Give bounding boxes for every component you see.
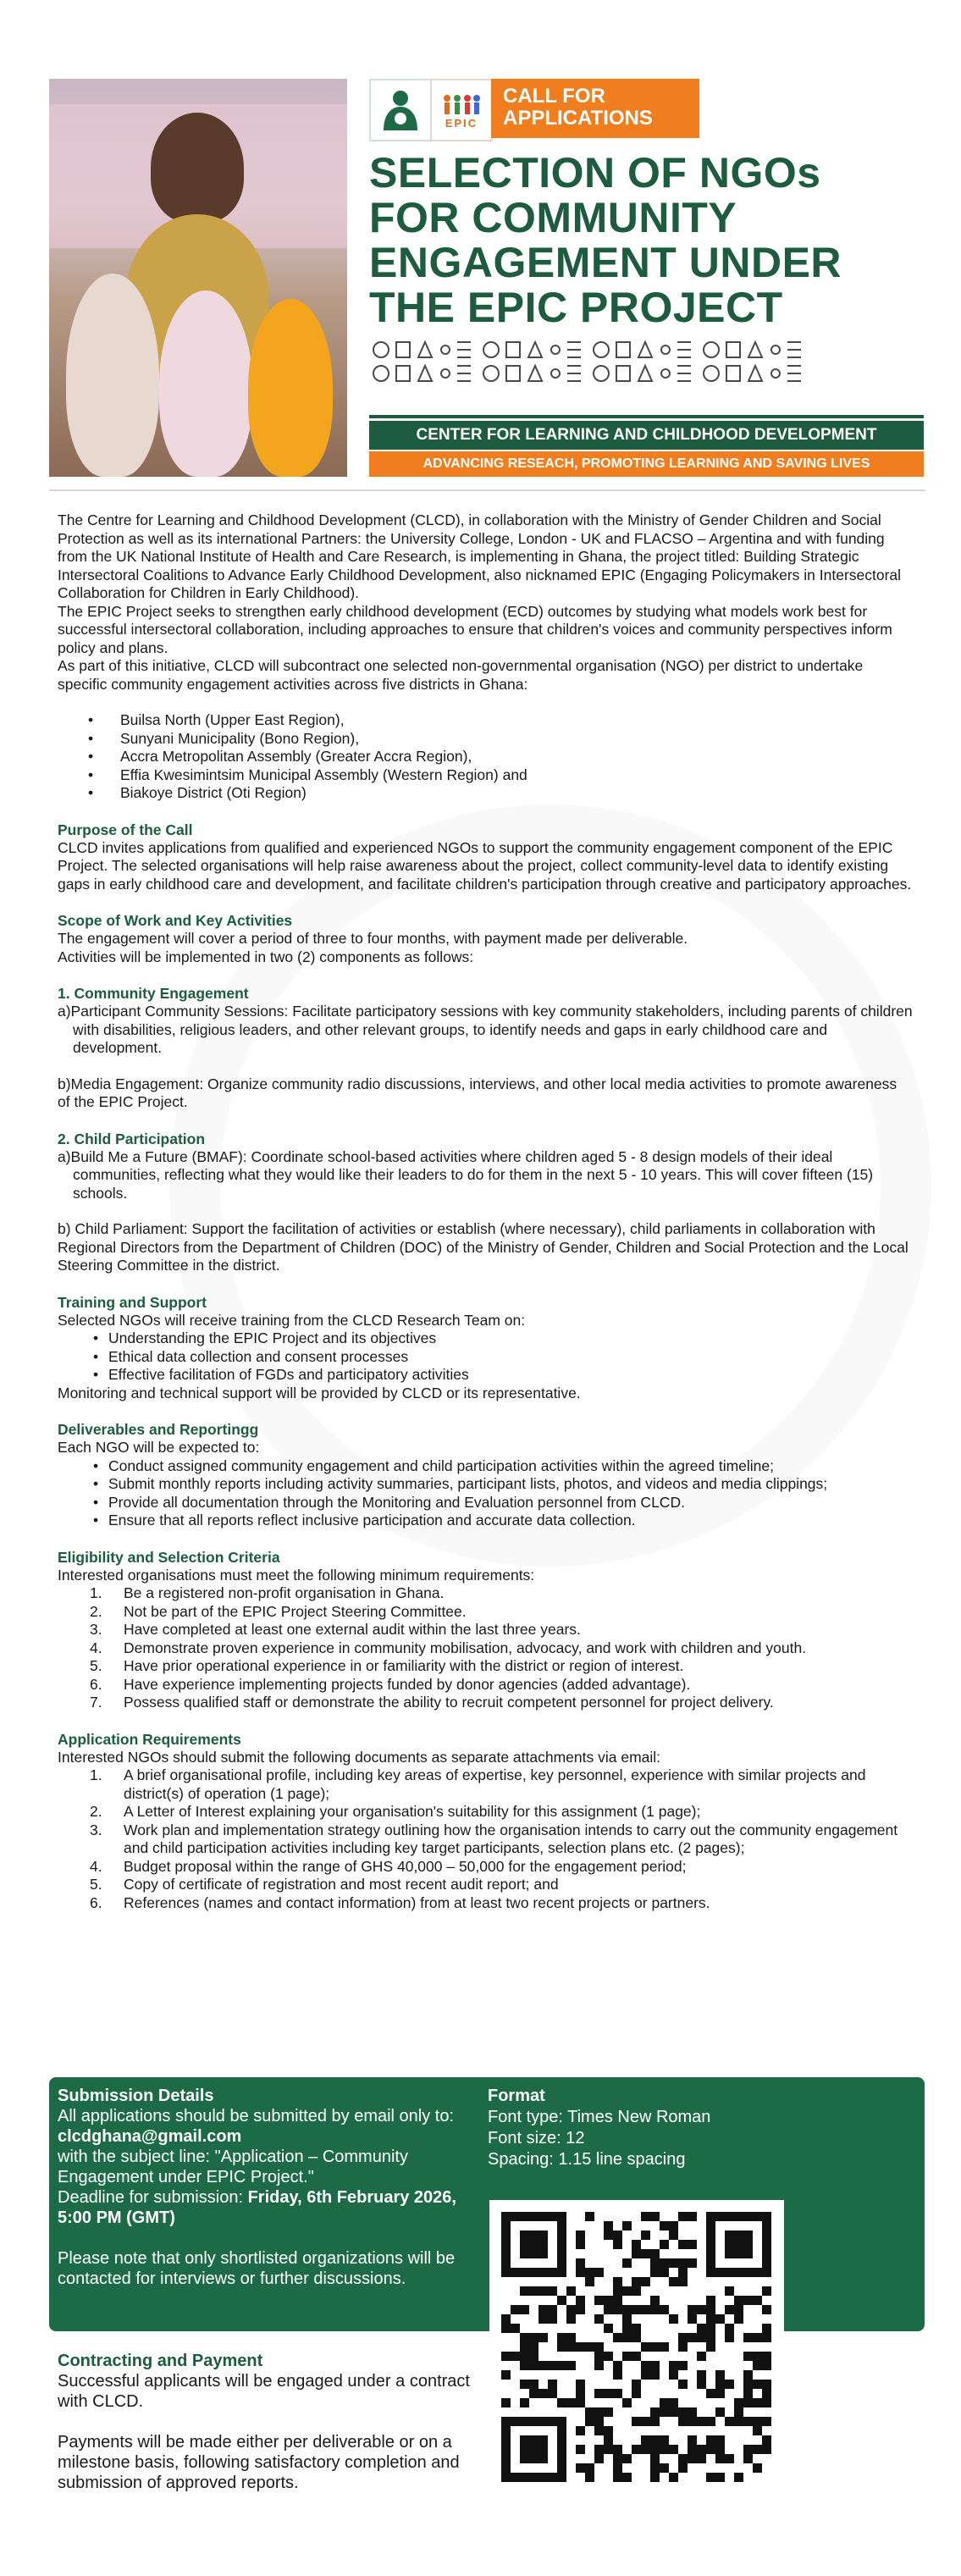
list-item: • Ensure that all reports reflect inclusive participation and accurate data collection. bbox=[58, 1512, 913, 1530]
list-item: 6. Have experience implementing projects funded by donor agencies (added advantage). bbox=[90, 1675, 691, 1693]
eligibility-list bbox=[58, 1584, 913, 1712]
format-font-size: Font size: 12 bbox=[488, 2129, 585, 2148]
call-for-applications-badge: CALL FOR APPLICATIONS bbox=[491, 79, 699, 138]
list-item: • Builsa North (Upper East Region), bbox=[58, 711, 913, 730]
list-item: 5. Have prior operational experience in or familiarity with the district or region of interest. bbox=[90, 1657, 684, 1674]
purpose-heading: Purpose of the Call bbox=[58, 821, 193, 838]
contracting-heading: Contracting and Payment bbox=[58, 2352, 263, 2370]
child-participation-heading: 2. Child Participation bbox=[58, 1130, 206, 1147]
community-engagement-heading: 1. Community Engagement bbox=[58, 985, 249, 1002]
list-item: 6. References (names and contact information) from at least two recent projects or partners. bbox=[90, 1893, 710, 1911]
header-photo bbox=[49, 79, 347, 477]
list-item: 4. Budget proposal within the range of GHS 40,000 – 50,000 for the engagement period; bbox=[90, 1857, 687, 1875]
epic-logo bbox=[430, 79, 493, 141]
page-title: SELECTION OF NGOs FOR COMMUNITY ENGAGEMENT UNDER THE EPIC PROJECT bbox=[369, 149, 842, 331]
list-item: • Sunyani Municipality (Bono Region), bbox=[58, 730, 913, 749]
format-details bbox=[488, 2086, 894, 2170]
contracting-text-1: Successful applicants will be engaged under a contract with CLCD. bbox=[58, 2372, 470, 2411]
format-heading: Format bbox=[488, 2087, 545, 2105]
list-item: • Biakoye District (Oti Region) bbox=[58, 784, 913, 803]
purpose-text: CLCD invites applications from qualified and experienced NGOs to support the community engagement component of the EPIC Project. The selected organisations will help raise awareness about the project, collect community-level data to identify existing gaps in early childhood care and development, and facilitate children's participation through creative and participatory approaches. bbox=[58, 838, 912, 893]
eligibility-heading: Eligibility and Selection Criteria bbox=[58, 1548, 280, 1566]
list-item: • Ethical data collection and consent processes bbox=[58, 1348, 913, 1367]
list-item: 3. Work plan and implementation strategy outlining how the organisation intends to carry out the community engagement and child participation activities including key target participants, selection plans etc. (2 pages); bbox=[90, 1821, 898, 1856]
deliverables-heading: Deliverables and Reportingg bbox=[58, 1421, 259, 1438]
org-bar-accent bbox=[369, 415, 924, 418]
community-sessions-text: a)Participant Community Sessions: Facilitate participatory sessions with key community stakeholders, including parents of children with disabilities, religious leaders, and other relevant groups, to identify needs and gaps in early childhood care and development. bbox=[58, 1003, 913, 1056]
intro-paragraph-1: The Centre for Learning and Childhood Development (CLCD), in collaboration with the Ministry of Gender Children and Social Protection as well as its international Partners: the University College, London - UK and FLACSO – Argentina and with funding from the UK National Institute of Health and Care Research, is implementing in Ghana, the project titled: Building Strategic Intersectoral Coalitions to Advance Early Childhood Development, also nicknamed EPIC (Engaging Policymakers in Intersectoral Collaboration for Children in Early Childhood). bbox=[58, 511, 902, 601]
epic-figures-icon bbox=[440, 91, 483, 117]
scope-line-2: Activities will be implemented in two (2) components as follows: bbox=[58, 948, 474, 965]
qr-code[interactable] bbox=[489, 2200, 784, 2498]
header-divider bbox=[49, 489, 925, 491]
application-intro: Interested NGOs should submit the following documents as separate attachments via email: bbox=[58, 1748, 661, 1766]
submission-subject: with the subject line: "Application – Community Engagement under EPIC Project." bbox=[58, 2148, 408, 2186]
list-item: 2. A Letter of Interest explaining your organisation's suitability for this assignment (1 page); bbox=[90, 1803, 701, 1820]
list-item: • Effia Kwesimintsim Municipal Assembly (Western Region) and bbox=[58, 766, 913, 785]
scope-line-1: The engagement will cover a period of three to four months, with payment made per deliverable. bbox=[58, 930, 688, 947]
deliverables-intro: Each NGO will be expected to: bbox=[58, 1439, 260, 1456]
list-item: • Effective facilitation of FGDs and participatory activities bbox=[58, 1366, 913, 1385]
district-list bbox=[58, 711, 913, 803]
intro-paragraph-3: As part of this initiative, CLCD will subcontract one selected non-governmental organisation (NGO) per district to undertake specific community engagement activities across five districts in Ghana: bbox=[58, 657, 864, 693]
application-heading: Application Requirements bbox=[58, 1730, 241, 1748]
main-content bbox=[58, 511, 913, 1912]
child-parliament-text: b) Child Parliament: Support the facilitation of activities or establish (where necessary), child parliaments in collaboration with Regional Directors from the Department of Children (DOC) of the Ministry of Gender, Children and Social Protection and the Local Steering Committee in the district. bbox=[58, 1220, 909, 1274]
list-item: • Accra Metropolitan Assembly (Greater Accra Region), bbox=[58, 748, 913, 766]
list-item: • Understanding the EPIC Project and its objectives bbox=[58, 1329, 913, 1348]
eligibility-intro: Interested organisations must meet the following minimum requirements: bbox=[58, 1566, 535, 1584]
media-engagement-text: b)Media Engagement: Organize community radio discussions, interviews, and other local media activities to promote awareness of the EPIC Project. bbox=[58, 1075, 897, 1110]
list-item: • Provide all documentation through the Monitoring and Evaluation personnel from CLCD. bbox=[58, 1494, 913, 1512]
bmaf-text: a)Build Me a Future (BMAF): Coordinate school-based activities where children aged 5 - 8 design models of their ideal communities, reflecting what they would like their leaders to do for them in the next 5 - 10 years. This will cover fifteen (15) schools. bbox=[58, 1147, 874, 1202]
training-intro: Selected NGOs will receive training from the CLCD Research Team on: bbox=[58, 1311, 526, 1329]
application-list bbox=[58, 1766, 913, 1912]
list-item: 4. Demonstrate proven experience in community mobilisation, advocacy, and work with children and youth. bbox=[90, 1639, 807, 1656]
intro-paragraph-2: The EPIC Project seeks to strengthen early childhood development (ECD) outcomes by studying what models work best for successful intersectoral collaboration, including approaches to ensure that children's voices and community perspectives inform policy and plans. bbox=[58, 602, 892, 656]
format-font-type: Font type: Times New Roman bbox=[488, 2108, 711, 2126]
submission-heading: Submission Details bbox=[58, 2087, 214, 2105]
contracting-text-2: Payments will be made either per deliverable or on a milestone basis, following satisfactory completion and submission of approved reports. bbox=[58, 2433, 460, 2492]
submission-details: Submission Details All applications should be submitted by email only to: clcdghana@gmail.com with the subject line: "Application – Community Engagement under EPIC Project." Deadline for submission: Friday, 6th February 2026, 5:00 PM (GMT) Please note that only shortlisted organizations will be contacted for interviews or further discussions. bbox=[58, 2086, 481, 2289]
list-item: 2. Not be part of the EPIC Project Steering Committee. bbox=[90, 1602, 467, 1620]
qr-code-icon bbox=[489, 2200, 784, 2498]
adinkra-pattern-decoration bbox=[369, 337, 877, 388]
contracting-section bbox=[58, 2351, 481, 2493]
training-heading: Training and Support bbox=[58, 1293, 207, 1311]
training-list bbox=[58, 1329, 913, 1385]
epic-logo-text: EPIC bbox=[445, 116, 478, 130]
shortlist-note: Please note that only shortlisted organizations will be contacted for interviews or further discussions. bbox=[58, 2249, 456, 2288]
list-item: • Submit monthly reports including activity summaries, participant lists, photos, and videos and media clippings; bbox=[58, 1475, 913, 1494]
scope-heading: Scope of Work and Key Activities bbox=[58, 912, 293, 929]
list-item: 1. A brief organisational profile, including key areas of expertise, key personnel, experience with similar projects and district(s) of operation (1 page); bbox=[90, 1766, 866, 1802]
list-item: 3. Have completed at least one external audit within the last three years. bbox=[90, 1621, 581, 1638]
list-item: 5. Copy of certificate of registration and most recent audit report; and bbox=[90, 1876, 559, 1893]
org-name-bar: CENTER FOR LEARNING AND CHILDHOOD DEVELOPMENT bbox=[369, 421, 924, 450]
list-item: 1. Be a registered non-profit organisation in Ghana. bbox=[90, 1584, 445, 1601]
list-item: • Conduct assigned community engagement and child participation activities within the agreed timeline; bbox=[58, 1457, 913, 1476]
submission-deadline: Friday, 6th February 2026, 5:00 PM (GMT) bbox=[58, 2188, 456, 2227]
tagline-bar: ADVANCING RESEACH, PROMOTING LEARNING AND SAVING LIVES bbox=[369, 451, 924, 477]
submission-email[interactable]: clcdghana@gmail.com bbox=[58, 2127, 242, 2146]
clcd-logo-icon bbox=[380, 88, 421, 132]
deliverables-list bbox=[58, 1457, 913, 1530]
training-outro: Monitoring and technical support will be provided by CLCD or its representative. bbox=[58, 1384, 581, 1401]
list-item: 7. Possess qualified staff or demonstrate the ability to recruit competent personnel for project delivery. bbox=[90, 1694, 774, 1711]
clcd-logo bbox=[369, 79, 432, 141]
format-spacing: Spacing: 1.15 line spacing bbox=[488, 2150, 686, 2169]
